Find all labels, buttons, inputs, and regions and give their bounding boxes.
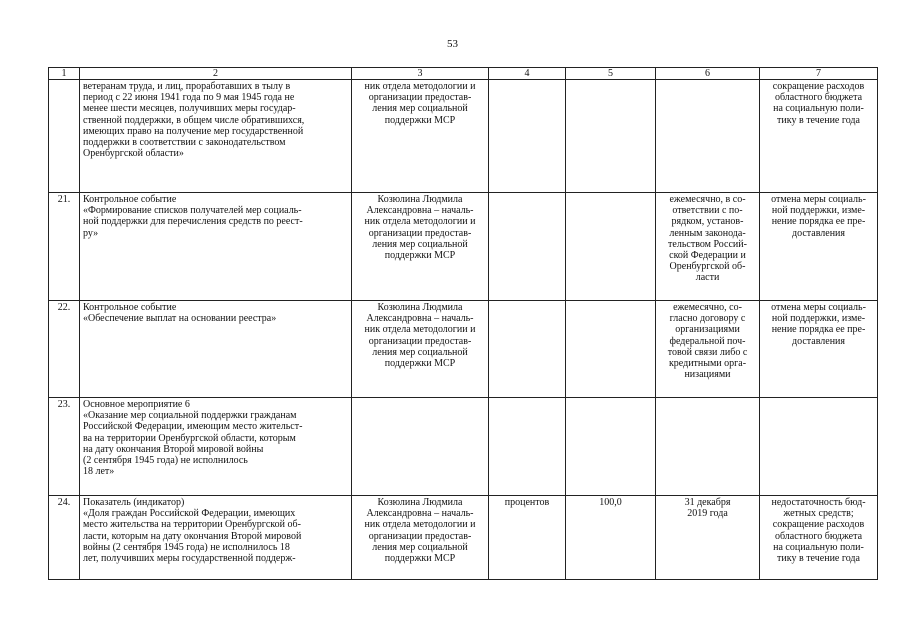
value-cell (566, 301, 656, 398)
row-number: 22. (49, 301, 80, 398)
column-number: 4 (489, 68, 566, 80)
table-row (49, 193, 878, 301)
risk-cell: отмена меры социаль- ной поддержки, изме- нение порядка ее пре- доставления (760, 301, 878, 398)
deadline-cell: ежемесячно, со- гласно договору с организациями федеральной поч- товой связи либо с кредитными орга- низациями (656, 301, 760, 398)
value-cell (566, 398, 656, 496)
column-number: 7 (760, 68, 878, 80)
responsible-cell: Козюлина Людмила Александровна – началь- ник отдела методологии и организации предостав- ления мер социальной поддержки МСР (352, 301, 489, 398)
risk-cell (760, 398, 878, 496)
column-number: 3 (352, 68, 489, 80)
event-cell: Показатель (индикатор) «Доля граждан Российской Федерации, имеющих место жительства на территории Оренбургской об- ласти, которым на дату окончания Второй мировой войны (2 сентября 1945 года) не исполнилось 18 лет, получивших меры государственной поддерж- (80, 496, 352, 580)
unit-cell (489, 398, 566, 496)
row-number: 24. (49, 496, 80, 580)
page-number: 53 (447, 38, 458, 50)
column-number-row (49, 68, 878, 80)
deadline-cell: ежемесячно, в со- ответствии с по- рядком, установ- ленным законода- тельством Россий- ской Федерации и Оренбургской об- ласти (656, 193, 760, 301)
unit-cell (489, 80, 566, 193)
table-row (49, 496, 878, 580)
column-number: 1 (49, 68, 80, 80)
column-number: 2 (80, 68, 352, 80)
event-cell: Основное мероприятие 6 «Оказание мер социальной поддержки гражданам Российской Федерации, имеющим место жительст- ва на территории Оренбургской области, которым на дату окончания Второй мировой войны (2 сентября 1945 года) не исполнилось 18 лет» (80, 398, 352, 496)
table-row (49, 80, 878, 193)
program-table (48, 67, 878, 580)
responsible-cell: ник отдела методологии и организации предостав- ления мер социальной поддержки МСР (352, 80, 489, 193)
deadline-cell (656, 80, 760, 193)
column-number: 5 (566, 68, 656, 80)
responsible-cell: Козюлина Людмила Александровна – началь- ник отдела методологии и организации предостав- ления мер социальной поддержки МСР (352, 496, 489, 580)
unit-cell (489, 301, 566, 398)
unit-cell: процентов (489, 496, 566, 580)
value-cell (566, 193, 656, 301)
table-row (49, 398, 878, 496)
row-number: 23. (49, 398, 80, 496)
column-number: 6 (656, 68, 760, 80)
risk-cell: недостаточность бюд- жетных средств; сокращение расходов областного бюджета на социальную поли- тику в течение года (760, 496, 878, 580)
risk-cell: отмена меры социаль- ной поддержки, изме- нение порядка ее пре- доставления (760, 193, 878, 301)
event-cell: Контрольное событие «Формирование списков получателей мер социаль- ной поддержки для перечисления средств по реест- ру» (80, 193, 352, 301)
deadline-cell (656, 398, 760, 496)
event-cell: Контрольное событие «Обеспечение выплат на основании реестра» (80, 301, 352, 398)
row-number: 21. (49, 193, 80, 301)
responsible-cell (352, 398, 489, 496)
table-row (49, 301, 878, 398)
deadline-cell: 31 декабря 2019 года (656, 496, 760, 580)
risk-cell: сокращение расходов областного бюджета на социальную поли- тику в течение года (760, 80, 878, 193)
value-cell (566, 80, 656, 193)
event-cell: ветеранам труда, и лиц, проработавших в тылу в период с 22 июня 1941 года по 9 мая 1945 года не менее шести месяцев, получивших меры государ- ственной поддержки, в общем числе обратившихся, имеющих право на получение мер государственной поддержки в соответствии с законодательством Оренбургской области» (80, 80, 352, 193)
unit-cell (489, 193, 566, 301)
value-cell: 100,0 (566, 496, 656, 580)
row-number (49, 80, 80, 193)
responsible-cell: Козюлина Людмила Александровна – началь- ник отдела методологии и организации предостав- ления мер социальной поддержки МСР (352, 193, 489, 301)
